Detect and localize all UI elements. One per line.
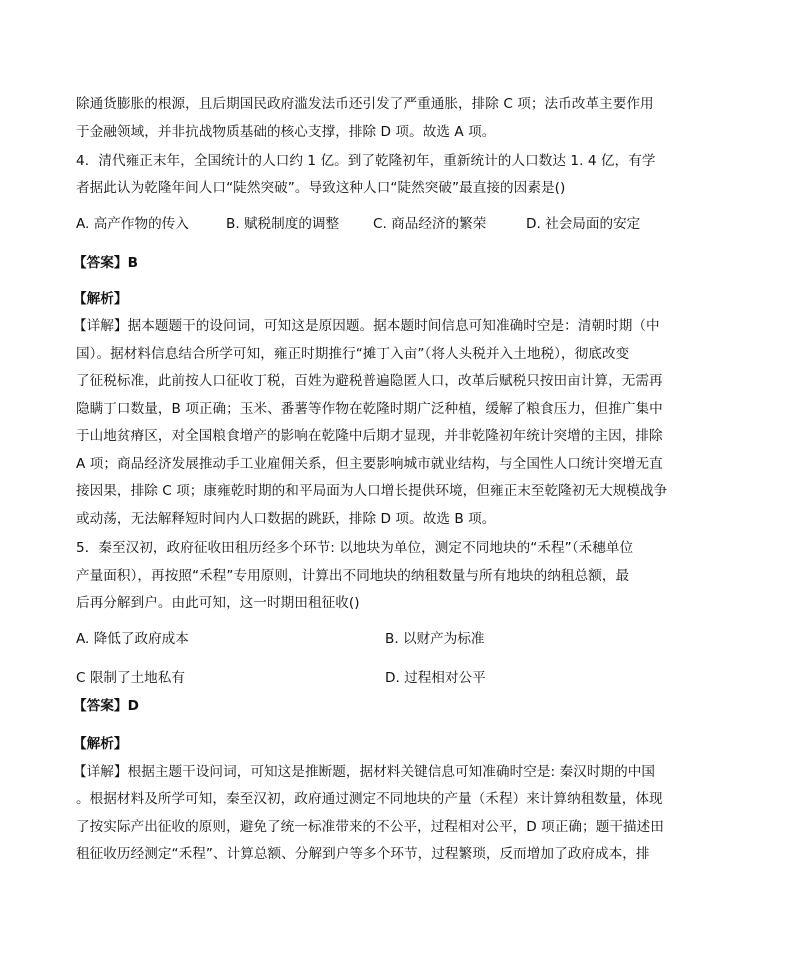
question-5-option-b: B. 以财产为标准 <box>385 631 485 647</box>
question-5-answer: 【答案】D <box>73 698 139 714</box>
question-4-detail-line-7: 接因果，排除 C 项；康雍乾时期的和平局面为人口增长提供环境，但雍正末至乾隆初无大规模战争 <box>76 483 668 499</box>
question-5-analysis-label: 【解析】 <box>73 736 128 752</box>
question-5-detail-line-1: 【详解】根据主题干设问词，可知这是推断题，据材料关键信息可知准确时空是: 秦汉时期的中国 <box>73 764 656 780</box>
question-5-stem-line-1: 5．秦至汉初，政府征收田租历经多个环节: 以地块为单位，测定不同地块的“禾程”（禾穗单位 <box>76 540 634 556</box>
question-4-answer: 【答案】B <box>73 255 138 271</box>
question-4-stem-line-2: 者据此认为乾隆年间人口“陡然突破”。导致这种人口“陡然突破”最直接的因素是() <box>76 180 566 196</box>
question-5-stem-line-3: 后再分解到户。由此可知，这一时期田租征收() <box>76 595 360 611</box>
question-4-analysis-label: 【解析】 <box>73 291 128 307</box>
question-5-detail-line-2: 。根据材料及所学可知，秦至汉初，政府通过测定不同地块的产量（禾程）来计算纳租数量，体现 <box>76 791 663 807</box>
question-4-detail-line-2: 国）。据材料信息结合所学可知，雍正时期推行“摊丁入亩”（将人头税并入土地税），彻底改变 <box>76 346 630 362</box>
question-4-option-c: C. 商品经济的繁荣 <box>373 216 487 232</box>
question-4-option-b: B. 赋税制度的调整 <box>226 216 340 232</box>
question-4-detail-line-6: A 项；商品经济发展推动手工业雇佣关系，但主要影响城市就业结构，与全国性人口统计突增无直 <box>76 456 663 472</box>
question-5-option-c: C 限制了土地私有 <box>76 670 185 686</box>
question-4-option-d: D. 社会局面的安定 <box>526 216 641 232</box>
question-4-detail-line-5: 于山地贫瘠区，对全国粮食增产的影响在乾隆中后期才显现，并非乾隆初年统计突增的主因，排除 <box>76 428 663 444</box>
intro-line-2: 于金融领域，并非抗战物质基础的核心支撑，排除 D 项。故选 A 项。 <box>76 124 496 140</box>
question-5-stem-line-2: 产量面积），再按照“禾程”专用原则，计算出不同地块的纳租数量与所有地块的纳租总额，最 <box>76 568 630 584</box>
question-5-detail-line-4: 租征收历经测定“禾程”、计算总额、分解到户等多个环节，过程繁琐，反而增加了政府成本，排 <box>76 846 650 862</box>
question-4-stem-line-1: 4．清代雍正末年，全国统计的人口约 1 亿。到了乾隆初年，重新统计的人口数达 1. 4 亿，有学 <box>76 153 656 169</box>
question-4-option-a: A. 高产作物的传入 <box>76 216 189 232</box>
question-5-detail-line-3: 了按实际产出征收的原则，避免了统一标准带来的不公平，过程相对公平，D 项正确；题干描述田 <box>76 819 664 835</box>
question-4-detail-line-4: 隐瞒丁口数量，B 项正确；玉米、番薯等作物在乾隆时期广泛种植，缓解了粮食压力，但推广集中 <box>76 401 663 417</box>
intro-line-1: 除通货膨胀的根源，且后期国民政府滥发法币还引发了严重通胀，排除 C 项；法币改革主要作用 <box>76 96 654 112</box>
question-5-option-a: A. 降低了政府成本 <box>76 631 189 647</box>
question-4-detail-line-1: 【详解】据本题题干的设问词，可知这是原因题。据本题时间信息可知准确时空是：清朝时期（中 <box>73 318 660 334</box>
question-4-detail-line-8: 或动荡，无法解释短时间内人口数据的跳跃，排除 D 项。故选 B 项。 <box>76 511 496 527</box>
question-4-detail-line-3: 了征税标准，此前按人口征收丁税，百姓为避税普遍隐匿人口，改革后赋税只按田亩计算，无需再 <box>76 373 663 389</box>
question-5-option-d: D. 过程相对公平 <box>385 670 486 686</box>
